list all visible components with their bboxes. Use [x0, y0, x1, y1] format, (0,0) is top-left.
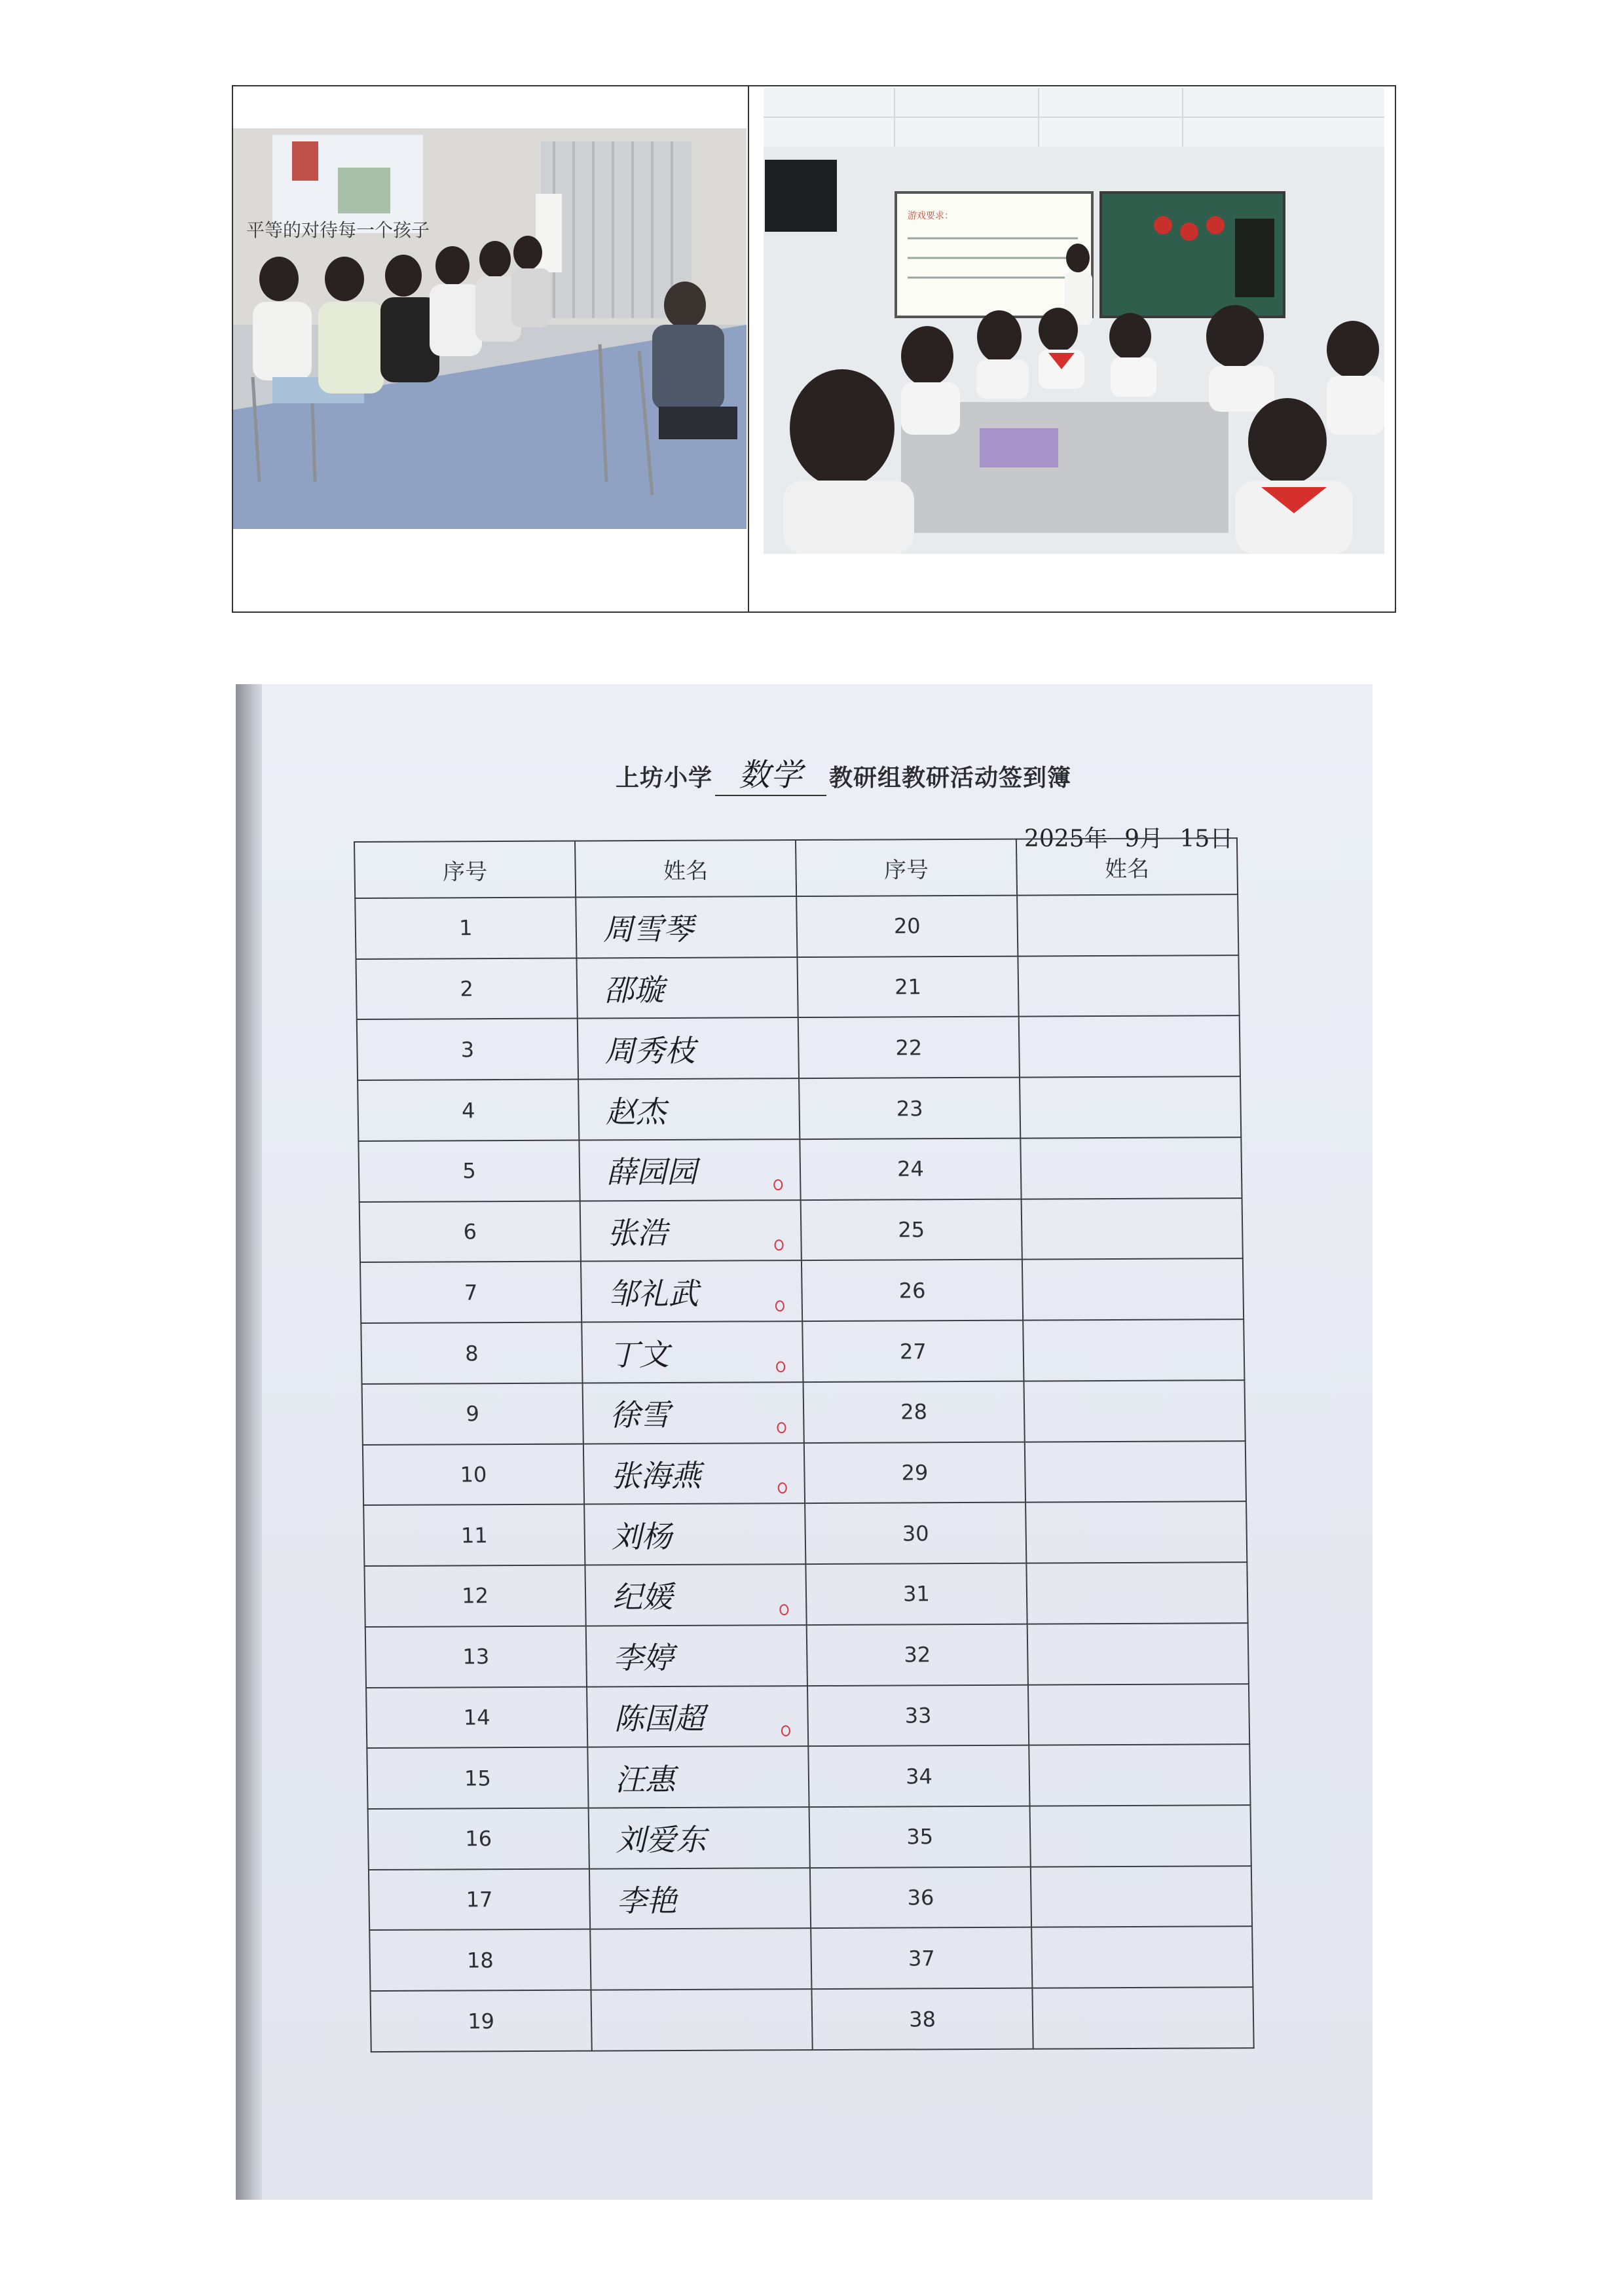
date-month: 9月: [1124, 826, 1163, 852]
signature-cell-right: [1019, 1016, 1240, 1078]
handwritten-signature: 周雪琴: [602, 911, 694, 947]
row-number-left: 3: [357, 1019, 578, 1080]
sheet-title: [616, 750, 1071, 796]
teachers-meeting-photo: [233, 128, 747, 529]
red-check-mark: [781, 1726, 790, 1737]
row-number-left: 13: [365, 1626, 587, 1687]
handwritten-signature: 邵璇: [603, 972, 665, 1008]
row-number-right: 36: [810, 1867, 1031, 1928]
signature-cell-right: [1032, 1987, 1253, 2049]
row-number-left: 12: [364, 1565, 585, 1627]
signature-cell-left: [584, 1503, 805, 1565]
table-row: [360, 1259, 1244, 1324]
row-number-left: 18: [369, 1929, 591, 1991]
sign-in-table-body: [355, 894, 1253, 2052]
photo-table: [232, 85, 1396, 613]
row-number-right: 29: [804, 1442, 1025, 1503]
handwritten-signature: 薛园园: [606, 1154, 697, 1190]
signature-cell-left: [591, 1989, 812, 2050]
signature-cell-right: [1024, 1380, 1245, 1442]
row-number-left: 16: [368, 1808, 589, 1870]
header-number-right: 序号: [796, 839, 1017, 896]
row-number-right: 22: [798, 1017, 1020, 1078]
row-number-right: 23: [799, 1078, 1020, 1139]
sign-in-table: [354, 837, 1255, 2052]
signature-cell-left: [576, 957, 798, 1019]
red-check-mark: [776, 1361, 785, 1372]
row-number-left: 15: [367, 1747, 588, 1809]
table-divider: [748, 86, 749, 611]
signature-cell-right: [1023, 1319, 1244, 1381]
table-row: [363, 1441, 1246, 1506]
signature-cell-right: [1025, 1501, 1247, 1563]
row-number-right: 33: [807, 1685, 1029, 1746]
table-row: [357, 1016, 1240, 1081]
handwritten-signature: 周秀枝: [604, 1032, 695, 1069]
handwritten-signature: 李艳: [616, 1883, 677, 1919]
signature-cell-left: [581, 1260, 802, 1322]
row-number-right: 35: [809, 1806, 1031, 1868]
handwritten-signature: 丁文: [608, 1336, 670, 1372]
row-number-left: 4: [358, 1080, 579, 1141]
table-row: [356, 955, 1240, 1020]
signature-cell-right: [1029, 1744, 1250, 1806]
school-name: 上坊小学: [616, 764, 713, 792]
red-check-mark: [775, 1300, 784, 1311]
signature-cell-left: [590, 1929, 811, 1990]
signature-cell-left: [589, 1868, 811, 1929]
table-row: [371, 1987, 1254, 2052]
date-year: 2025年: [1024, 826, 1108, 852]
table-header-row: [354, 838, 1238, 898]
signature-cell-right: [1027, 1623, 1249, 1685]
screen-title: 游戏要求：: [908, 211, 953, 221]
signature-cell-right: [1020, 1137, 1242, 1199]
table-row: [369, 1866, 1252, 1931]
table-row: [358, 1076, 1241, 1141]
scan-shadow-edge: [236, 684, 265, 2200]
row-number-left: 7: [360, 1262, 581, 1323]
row-number-left: 2: [356, 958, 578, 1019]
red-check-mark: [774, 1240, 783, 1251]
row-number-right: 27: [802, 1321, 1024, 1382]
handwritten-signature: 汪惠: [614, 1761, 676, 1798]
signature-cell-right: [1026, 1562, 1247, 1624]
row-number-right: 37: [811, 1927, 1032, 1989]
sign-in-sheet-paper: [262, 684, 1373, 2200]
signature-cell-right: [1022, 1259, 1244, 1321]
signature-cell-left: [581, 1321, 803, 1383]
table-row: [362, 1380, 1246, 1445]
handwritten-signature: 陈国超: [614, 1700, 705, 1737]
signature-cell-right: [1017, 894, 1238, 956]
row-number-right: 25: [801, 1199, 1022, 1260]
signature-cell-left: [587, 1686, 808, 1747]
handwritten-signature: 张浩: [606, 1214, 668, 1251]
table-row: [366, 1684, 1249, 1749]
table-row: [363, 1501, 1247, 1566]
row-number-right: 26: [802, 1260, 1023, 1321]
signature-cell-left: [579, 1139, 800, 1201]
handwritten-signature: 刘杨: [611, 1518, 673, 1555]
wall-slogan: 平等的对待每一个孩子: [246, 219, 430, 241]
signature-cell-left: [589, 1807, 810, 1868]
signature-cell-left: [586, 1625, 807, 1686]
row-number-right: 38: [811, 1988, 1033, 2050]
table-row: [360, 1198, 1243, 1263]
header-number-left: 序号: [354, 841, 576, 898]
row-number-left: 11: [363, 1504, 585, 1566]
row-number-right: 28: [803, 1381, 1025, 1442]
handwritten-signature: 纪媛: [612, 1579, 673, 1615]
row-number-right: 24: [800, 1139, 1021, 1200]
handwritten-signature: 徐雪: [609, 1397, 671, 1433]
table-row: [369, 1927, 1253, 1992]
date-day: 15日: [1179, 826, 1234, 852]
sign-in-sheet-photo: [236, 684, 1373, 2200]
row-number-left: 6: [360, 1201, 581, 1262]
signature-cell-right: [1028, 1684, 1249, 1745]
header-name-right: 姓名: [1016, 838, 1238, 895]
red-check-mark: [778, 1483, 787, 1494]
title-suffix: 教研组教研活动签到簿: [829, 764, 1072, 792]
signature-cell-right: [1020, 1076, 1241, 1138]
table-row: [367, 1744, 1250, 1809]
handwritten-signature: 张海燕: [610, 1457, 701, 1494]
signature-cell-right: [1031, 1927, 1253, 1988]
row-number-right: 20: [796, 896, 1018, 957]
handwritten-signature: 赵杰: [605, 1093, 667, 1129]
signature-cell-right: [1022, 1198, 1243, 1260]
row-number-left: 17: [369, 1868, 590, 1930]
row-number-right: 21: [797, 956, 1018, 1017]
header-name-left: 姓名: [575, 840, 796, 897]
row-number-right: 30: [805, 1503, 1026, 1564]
table-row: [361, 1319, 1244, 1384]
row-number-left: 5: [358, 1140, 580, 1201]
signature-cell-left: [576, 896, 797, 958]
handwritten-signature: 邹礼武: [608, 1275, 699, 1312]
signature-cell-left: [585, 1564, 806, 1626]
handwritten-signature: 刘爱东: [615, 1822, 707, 1858]
signature-cell-right: [1018, 955, 1239, 1017]
row-number-left: 10: [363, 1444, 584, 1505]
signature-cell-right: [1025, 1441, 1246, 1503]
classroom-lesson-photo: [764, 88, 1384, 554]
table-row: [365, 1623, 1249, 1688]
red-check-mark: [777, 1422, 786, 1433]
signature-cell-left: [583, 1382, 804, 1444]
table-row: [355, 894, 1238, 959]
row-number-left: 19: [371, 1990, 592, 2052]
subject-handwritten: 数学: [715, 750, 826, 796]
signature-cell-left: [580, 1200, 802, 1262]
row-number-left: 14: [366, 1686, 587, 1748]
signature-cell-right: [1031, 1866, 1252, 1927]
red-check-mark: [773, 1179, 783, 1190]
row-number-left: 1: [355, 898, 576, 959]
table-row: [368, 1805, 1251, 1870]
row-number-left: 9: [362, 1383, 583, 1444]
handwritten-signature: 李婷: [613, 1640, 674, 1676]
red-check-mark: [779, 1604, 788, 1615]
table-row: [358, 1137, 1242, 1202]
signature-cell-left: [587, 1746, 809, 1808]
signature-cell-right: [1030, 1805, 1251, 1867]
signature-cell-left: [578, 1078, 800, 1140]
table-row: [364, 1562, 1247, 1627]
signature-cell-left: [578, 1018, 799, 1080]
row-number-right: 31: [805, 1563, 1027, 1625]
row-number-left: 8: [361, 1322, 582, 1384]
row-number-right: 32: [807, 1624, 1028, 1685]
row-number-right: 34: [808, 1745, 1029, 1807]
signature-cell-left: [583, 1443, 805, 1504]
